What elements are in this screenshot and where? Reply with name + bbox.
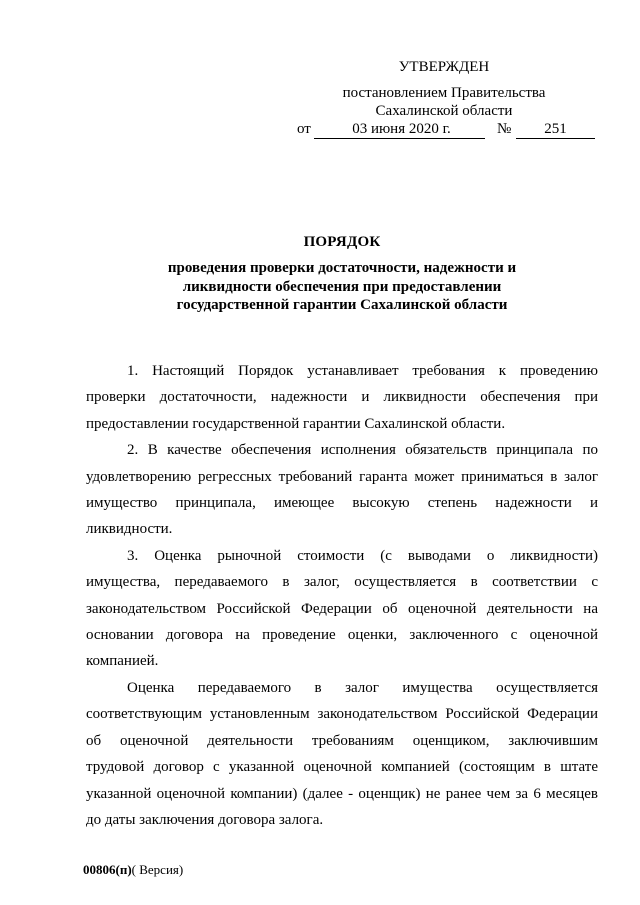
paragraph-line: удовлетворению регрессных требований гаранта может приниматься в залог (86, 468, 598, 485)
paragraph-line: 2. В качестве обеспечения исполнения обязательств принципала по (127, 442, 598, 459)
document-subtitle-line: государственной гарантии Сахалинской области (176, 297, 508, 313)
approval-date: 03 июня 2020 г. (314, 120, 485, 139)
paragraph-3 (86, 543, 598, 675)
document-subtitle (86, 259, 598, 315)
page-footer (83, 862, 183, 878)
approval-number-prefix: № (497, 121, 512, 137)
paragraph-2 (86, 437, 598, 543)
paragraph-line: указанной оценочной компании) (далее - оценщик) не ранее чем за 6 месяцев (86, 785, 598, 802)
document-subtitle-line: ликвидности обеспечения при предоставлении (182, 278, 502, 295)
paragraph-line: трудовой договор с указанной оценочной компанией (состоящим в штате (86, 759, 598, 776)
footer-version: ( Версия) (131, 862, 184, 877)
paragraph-4 (86, 675, 598, 833)
approval-date-prefix: от (297, 121, 311, 137)
approval-issuer-line: Сахалинской области (375, 103, 513, 119)
document-title: ПОРЯДОК (303, 234, 381, 250)
paragraph-line: об оценочной деятельности требованиям оценщиком, заключившим (86, 732, 598, 749)
document-subtitle-line: проведения проверки достаточности, надежности и (167, 260, 517, 276)
paragraph-line: компанией. (86, 653, 159, 670)
paragraph-line: 3. Оценка рыночной стоимости (с выводами о ликвидности) (127, 547, 598, 564)
approval-number: 251 (516, 120, 595, 139)
paragraph-line: основании договора на проведение оценки, заключенного с оценочной (86, 627, 598, 644)
paragraph-1 (86, 358, 598, 437)
paragraph-line: проверки достаточности, надежности и ликвидности обеспечения при (86, 389, 598, 406)
paragraph-line: до даты заключения договора залога. (86, 811, 324, 828)
paragraph-line: имущество принципала, имеющее высокую степень надежности и (86, 495, 598, 512)
document-body (86, 358, 598, 833)
paragraph-line: 1. Настоящий Порядок устанавливает требования к проведению (127, 363, 598, 379)
paragraph-line: имущества, передаваемого в залог, осуществляется в соответствии с (86, 574, 598, 591)
footer-document-code: 00806(п) (83, 862, 132, 877)
approval-heading: УТВЕРЖДЕН (398, 59, 490, 75)
approval-issuer-line: постановлением Правительства (342, 85, 546, 101)
paragraph-line: предоставлении государственной гарантии Сахалинской области. (86, 415, 506, 432)
paragraph-line: ликвидности. (86, 521, 173, 538)
paragraph-line: соответствующим установленным законодательством Российской Федерации (86, 706, 598, 723)
paragraph-line: Оценка передаваемого в залог имущества осуществляется (127, 679, 598, 696)
paragraph-line: законодательством Российской Федерации об оценочной деятельности на (86, 600, 598, 617)
